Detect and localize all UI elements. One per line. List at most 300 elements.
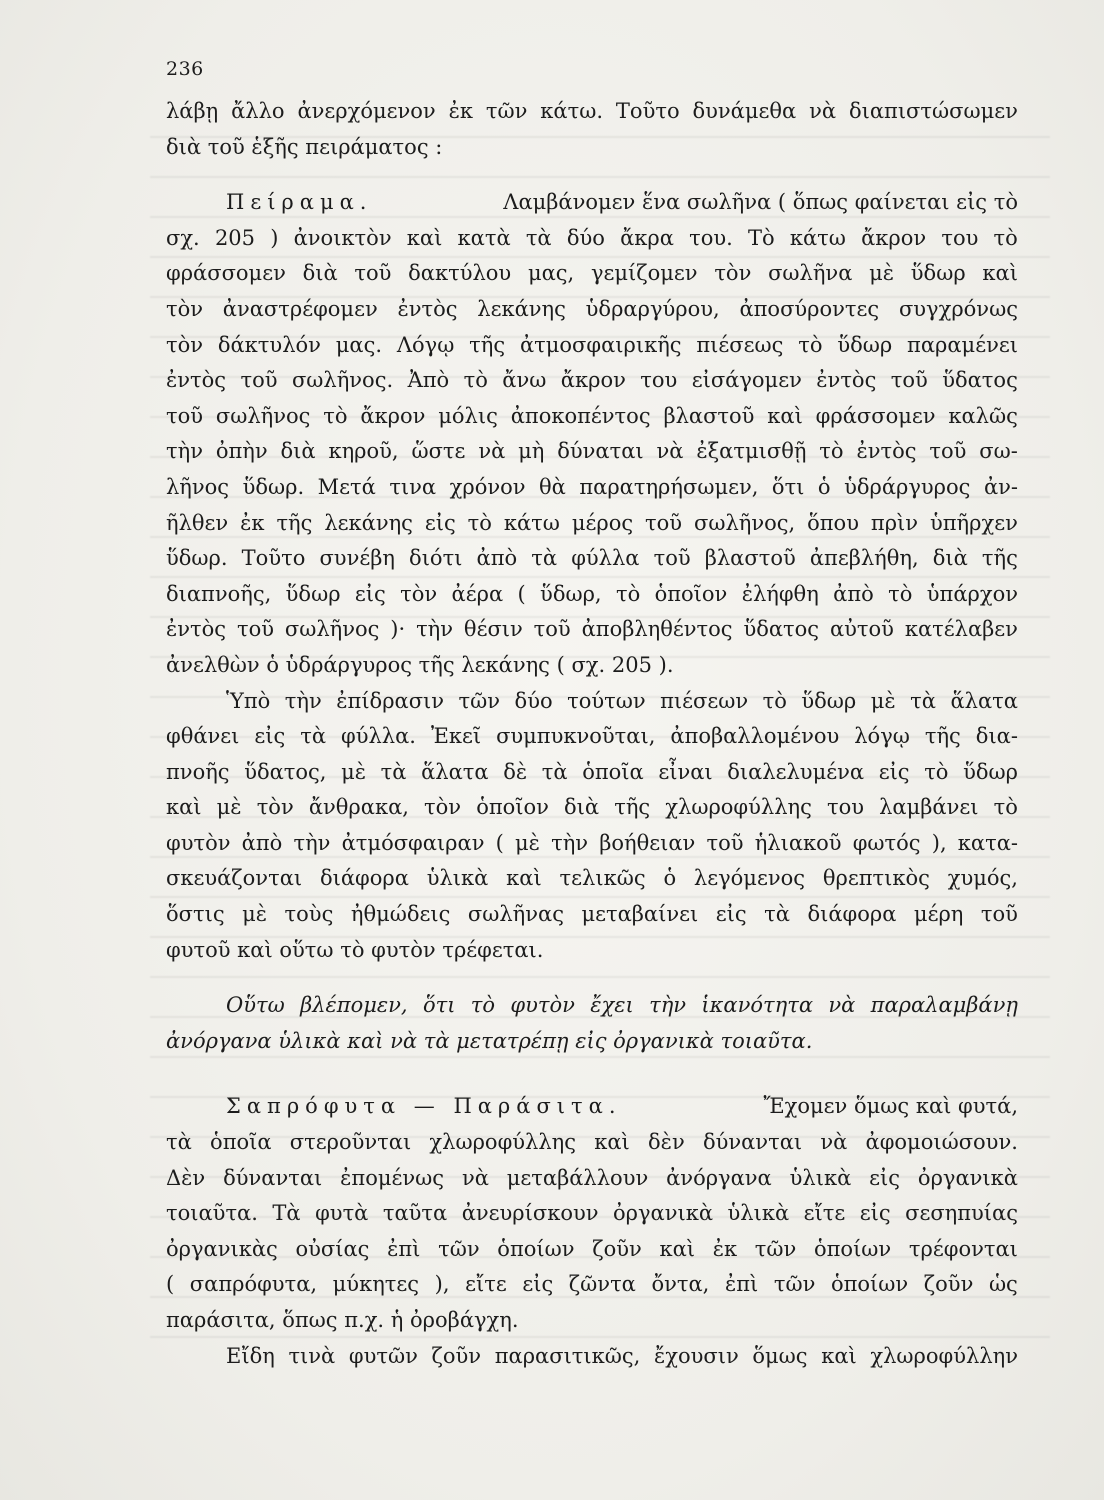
- word: ἐξατμισθῇ: [696, 439, 807, 464]
- word: σω-: [979, 439, 1018, 464]
- word: νὰ: [828, 993, 856, 1018]
- word: σωλῆνος: [215, 403, 311, 428]
- word: τοῦ: [706, 830, 744, 855]
- word: Εἴδη: [226, 1343, 275, 1368]
- word: τῶν: [773, 1272, 816, 1297]
- word: ὑλικὰ: [426, 866, 489, 891]
- word: ἀναστρέφομεν: [222, 296, 378, 321]
- word: τούτων: [567, 688, 646, 713]
- word: ὑπάρχον: [926, 581, 1018, 606]
- word: τὰ: [166, 1130, 192, 1155]
- word: τῶν: [458, 688, 501, 713]
- word: καὶ: [166, 795, 202, 820]
- word: βλαστοῦ: [663, 403, 755, 428]
- text-span: Λαμβάνομεν ἕνα σωλῆνα ( ὅπως φαίνεται εἰς τὸ: [503, 190, 1018, 215]
- word: βλαστοῦ: [704, 546, 796, 571]
- text-line: [166, 790, 1018, 826]
- word: δυνάμεθα: [692, 99, 797, 123]
- word: ἀπὸ: [241, 830, 283, 855]
- word: φθάνει: [166, 724, 240, 749]
- word: τὸ: [993, 795, 1018, 820]
- word: διάφορα: [807, 902, 897, 927]
- summary-line: [166, 988, 1018, 1024]
- text-line: [166, 1232, 1018, 1268]
- word: τοὺς: [284, 902, 334, 927]
- word: ὁποίων: [497, 1236, 575, 1261]
- text-line: [166, 363, 1018, 399]
- word: τῆς: [924, 724, 961, 749]
- word: τελικῶς: [559, 866, 646, 891]
- word: ὁποῖον: [476, 795, 549, 820]
- word: ἐντὸς: [166, 368, 227, 393]
- word: τὰ: [525, 225, 552, 250]
- word: μέρη: [913, 902, 964, 927]
- word: εἰς: [522, 1272, 554, 1297]
- experiment-heading: Πείραμα.: [226, 190, 373, 215]
- word: ὕδατος,: [244, 759, 327, 784]
- word: τοῦ: [653, 546, 691, 571]
- word: χυμός,: [947, 866, 1018, 891]
- word: καὶ: [982, 261, 1018, 286]
- word: σωλῆνας: [467, 902, 564, 927]
- word: μὴ: [518, 439, 545, 464]
- word: ὕδατος: [743, 617, 820, 642]
- text-line: [166, 1267, 1018, 1303]
- word: ἅλατα: [421, 759, 489, 784]
- word: τοῦ: [890, 368, 928, 393]
- word: ζοῦν: [923, 1272, 974, 1297]
- word: σωλῆνος,: [693, 510, 796, 535]
- text-line: [166, 221, 1018, 257]
- word: ζοῦν: [592, 1236, 642, 1261]
- text-line: [166, 684, 1018, 720]
- word: ἀτμοσφαιρικῆς: [519, 332, 682, 357]
- word: τὰ: [541, 759, 568, 784]
- word: μεταβαίνει: [581, 902, 699, 927]
- word: ἐπὶ: [724, 1272, 759, 1297]
- text-line: [166, 719, 1018, 755]
- word: διάφορα: [319, 866, 409, 891]
- word: κατὰ: [457, 225, 511, 250]
- word: διὰ: [280, 439, 316, 464]
- word: φράσσομεν: [815, 403, 936, 428]
- word: πιέσεων: [660, 688, 749, 713]
- word: εἰς: [715, 902, 747, 927]
- word: τοῦ: [980, 902, 1018, 927]
- word: καὶ: [406, 225, 443, 250]
- word: δὲ: [503, 759, 528, 784]
- word: ),: [931, 830, 947, 855]
- text-line: [166, 577, 1018, 613]
- word: πιέσεως: [696, 332, 784, 357]
- word: φυτὰ: [315, 1201, 369, 1226]
- word: τὸν: [256, 795, 294, 820]
- word: καὶ: [506, 866, 542, 891]
- word: 205: [214, 225, 256, 250]
- word: ὅτι: [771, 474, 805, 499]
- word: τὸ: [993, 225, 1018, 250]
- word: διαπιστώσωμεν: [848, 99, 1018, 123]
- word: φυτῶν: [348, 1343, 418, 1368]
- word: ἀποβληθέντος: [581, 617, 733, 642]
- word: τοῦ: [354, 261, 392, 286]
- word: ἀτμόσφαιραν: [341, 830, 485, 855]
- word: δύο: [566, 225, 605, 250]
- word: νὰ: [809, 99, 837, 123]
- word: ἡλιακοῦ: [754, 830, 842, 855]
- word: εἰς: [878, 759, 910, 784]
- text-line: διὰ τοῦ ἑξῆς πειράματος :: [166, 134, 443, 159]
- word: σωλῆνα: [768, 261, 853, 286]
- word: ὕδωρ: [910, 261, 966, 286]
- word: νὰ: [478, 439, 506, 464]
- word: δύνανται: [223, 1165, 323, 1190]
- word: οὐσίας: [295, 1236, 370, 1261]
- word: Τοῦτο: [241, 546, 306, 571]
- word: τῆς: [981, 546, 1018, 571]
- word: τὰ: [380, 759, 407, 784]
- text-line: φυτοῦ καὶ οὕτω τὸ φυτὸν τρέφεται.: [166, 937, 544, 962]
- word: ὁποίων: [830, 1272, 909, 1297]
- word: παρατηρήσωμεν,: [579, 474, 759, 499]
- word: βλέπομεν,: [300, 993, 408, 1018]
- text-line: [166, 256, 1018, 292]
- word: τὰ: [300, 724, 327, 749]
- word: ὁποῖα: [582, 759, 644, 784]
- word: ῆλθεν: [166, 510, 229, 535]
- word: εἰς: [859, 1201, 891, 1226]
- text-line: [166, 861, 1018, 897]
- word: τρέφονται: [908, 1236, 1018, 1261]
- word: ὅμως: [752, 1343, 808, 1368]
- word: ἀέρα: [451, 581, 504, 606]
- word: μέρος: [571, 510, 634, 535]
- word: ἐπομένως: [340, 1165, 445, 1190]
- word: νὰ: [656, 439, 684, 464]
- word: ὕδωρ: [285, 581, 341, 606]
- word: (: [166, 1272, 175, 1297]
- word: ἀποσύροντες: [739, 296, 880, 321]
- word: Μετά: [317, 474, 376, 499]
- word: ὕδωρ: [801, 688, 857, 713]
- word: λεγόμενος: [693, 866, 806, 891]
- word: ἀν-: [983, 474, 1018, 499]
- word: ὅτι: [422, 993, 456, 1018]
- word: ἅλατα: [950, 688, 1018, 713]
- word: γεμίζομεν: [590, 261, 698, 286]
- word: τῆς: [614, 795, 651, 820]
- word: ἄκρον: [861, 225, 927, 250]
- word: τοῦ: [645, 510, 683, 535]
- summary-line: ἀνόργανα ὑλικὰ καὶ νὰ τὰ μετατρέπῃ εἰς ὀργανικὰ τοιαῦτα.: [166, 1028, 813, 1053]
- word: (: [517, 581, 526, 606]
- word: ἀπεβλήθη,: [809, 546, 919, 571]
- word: Τὰ: [272, 1201, 301, 1226]
- word: Τὸ: [747, 225, 775, 250]
- text-line: [166, 612, 1018, 648]
- word: τὴν: [293, 830, 331, 855]
- word: σωλῆνος.: [291, 368, 394, 393]
- word: τὰ: [910, 688, 936, 713]
- word: τὰ: [764, 902, 790, 927]
- word: παραλαμβάνῃ: [870, 993, 1018, 1018]
- word: )·: [390, 617, 406, 642]
- word: ὁποῖον: [654, 581, 728, 606]
- word: ἀπὸ: [476, 546, 518, 571]
- word: (: [495, 830, 504, 855]
- word: φράσσομεν: [166, 261, 286, 286]
- word: χλωροφύλλης: [665, 795, 812, 820]
- word: ὁποῖα: [210, 1130, 272, 1155]
- word: Λόγῳ: [396, 332, 455, 357]
- word: παρασιτικῶς,: [494, 1343, 641, 1368]
- word: δάκτυλόν: [217, 332, 321, 357]
- word: τὸν: [424, 795, 462, 820]
- word: μας.: [335, 332, 383, 357]
- word: θέσιν: [463, 617, 523, 642]
- word: ὅπου: [807, 510, 859, 535]
- word: ζῶντα: [568, 1272, 636, 1297]
- word: ὁ: [817, 474, 831, 499]
- word: ἔχει: [590, 993, 634, 1018]
- word: τὴν: [284, 688, 322, 713]
- text-line: ἀνελθὼν ὁ ὑδράργυρος τῆς λεκάνης ( σχ. 205 ).: [166, 652, 674, 677]
- word: ὑδραργύρου,: [585, 296, 720, 321]
- word: τῶν: [438, 1236, 480, 1261]
- word: ἀποβαλλομένου: [670, 724, 840, 749]
- word: κάτω: [789, 225, 846, 250]
- word: τὸ: [819, 439, 844, 464]
- word: ὡς: [988, 1272, 1018, 1297]
- word: νὰ: [461, 1165, 489, 1190]
- word: ὕδωρ.: [166, 546, 228, 571]
- word: εἰς: [869, 1165, 901, 1190]
- page-number: 236: [166, 58, 204, 80]
- word: τὸν: [166, 296, 204, 321]
- word: καὶ: [767, 403, 803, 428]
- word: ὕδωρ.: [242, 474, 305, 499]
- word: σχ.: [166, 225, 200, 250]
- word: μὲ: [242, 902, 268, 927]
- word: χρόνον: [449, 474, 526, 499]
- word: ἀνόργανα: [666, 1165, 772, 1190]
- word: κατα-: [957, 830, 1018, 855]
- word: διὰ: [932, 546, 968, 571]
- word: εἰσάγομεν: [691, 368, 802, 393]
- word: του: [941, 225, 979, 250]
- word: τοῦ: [166, 403, 204, 428]
- word: μόλις: [438, 403, 498, 428]
- word: ἐπίδρασιν: [336, 688, 445, 713]
- text-line: παράσιτα, ὅπως π.χ. ἡ ὀροβάγχη.: [166, 1308, 519, 1332]
- text-span: Ἔχομεν ὅμως καὶ φυτά,: [763, 1094, 1018, 1119]
- word: μεταβάλλουν: [506, 1165, 649, 1190]
- word: τὴν: [649, 993, 687, 1018]
- word: συγχρόνως: [898, 296, 1018, 321]
- word: ἄνθρακα,: [308, 795, 409, 820]
- word: ἠθμώδεις: [350, 902, 451, 927]
- word: ἀποκοπέντος: [510, 403, 651, 428]
- word: τὸν: [400, 581, 438, 606]
- word: τὴν: [416, 617, 454, 642]
- word: εἰς: [254, 724, 286, 749]
- word: εἴτε: [803, 1201, 846, 1226]
- word: ὀργανικὰ: [917, 1165, 1018, 1190]
- word: φυτὸν: [510, 993, 575, 1018]
- text-line: [166, 1089, 1018, 1125]
- word: του: [826, 795, 865, 820]
- word: του.: [689, 225, 733, 250]
- word: ὕδωρ,: [540, 581, 602, 606]
- text-line: [166, 755, 1018, 791]
- text-line: [166, 185, 1018, 221]
- text-line: [166, 434, 1018, 470]
- word: μὲ: [869, 261, 895, 286]
- word: τινα: [389, 474, 437, 499]
- word: τὴν: [166, 439, 203, 464]
- word: του: [640, 368, 678, 393]
- word: τὸ: [323, 403, 348, 428]
- word: αὐτοῦ: [829, 617, 894, 642]
- word: Ἀπὸ: [407, 368, 450, 393]
- word: ἐντὸς: [397, 296, 458, 321]
- word: εἴτε: [465, 1272, 507, 1297]
- word: μας,: [527, 261, 575, 286]
- word: λαμβάνει: [879, 795, 979, 820]
- word: λῆνος: [166, 474, 230, 499]
- word: Οὕτω: [226, 993, 285, 1018]
- word: κατέλαβεν: [904, 617, 1018, 642]
- word: εἰς: [424, 510, 456, 535]
- text-line: [166, 506, 1018, 542]
- word: τὴν: [551, 830, 589, 855]
- word: νὰ: [820, 1130, 848, 1155]
- text-line: [166, 292, 1018, 328]
- word: ἐκ: [240, 510, 265, 535]
- word: πρὶν: [870, 510, 919, 535]
- saprophytes-heading: Σαπρόφυτα — Παράσιτα.: [226, 1094, 622, 1119]
- word: θὰ: [539, 474, 566, 499]
- word: τῆς: [469, 332, 506, 357]
- word: κάτω.: [540, 99, 604, 123]
- word: κάτω: [503, 510, 560, 535]
- word: ἐντὸς: [816, 368, 877, 393]
- word: καὶ: [659, 1236, 695, 1261]
- word: τὸ: [924, 759, 949, 784]
- text-line: [166, 94, 1018, 130]
- word: σωλῆνος: [284, 617, 380, 642]
- word: δύνανται: [702, 1130, 803, 1155]
- text-line: [166, 826, 1018, 862]
- word: λάβῃ: [166, 99, 219, 123]
- word: ὀπὴν: [215, 439, 268, 464]
- word: τῆς: [276, 510, 313, 535]
- word: ὄντα,: [651, 1272, 710, 1297]
- word: ἄκρον: [560, 368, 626, 393]
- word: ὕδωρ: [963, 759, 1018, 784]
- word: λεκάνης: [477, 296, 566, 321]
- word: ),: [434, 1272, 450, 1297]
- word: εἶναι: [658, 759, 713, 784]
- word: τὸ: [470, 993, 496, 1018]
- word: ὕδατος: [942, 368, 1018, 393]
- word: ἀπὸ: [833, 581, 874, 606]
- word: τὸ: [615, 581, 641, 606]
- word: μὲ: [870, 688, 896, 713]
- word: βοήθειαν: [599, 830, 696, 855]
- word: χλωροφύλλην: [870, 1343, 1018, 1368]
- word: ὕδωρ: [837, 332, 893, 357]
- word: στεροῦνται: [289, 1130, 412, 1155]
- word: συνέβη: [319, 546, 395, 571]
- word: καὶ: [594, 1130, 630, 1155]
- word: εἰς: [354, 581, 386, 606]
- word: διότι: [409, 546, 463, 571]
- word: ἀνευρίσκουν: [461, 1201, 599, 1226]
- word: τὸν: [714, 261, 752, 286]
- word: τῶν: [754, 1236, 797, 1261]
- word: ὑπῆρχεν: [929, 510, 1018, 535]
- word: ἐκ: [712, 1236, 738, 1261]
- word: διαπνοῆς,: [166, 581, 272, 606]
- word: ὑλικὰ: [789, 1165, 852, 1190]
- text-line: [166, 1161, 1018, 1197]
- word: θρεπτικὸς: [822, 866, 930, 891]
- word: δακτύλου: [408, 261, 512, 286]
- word: ἐντὸς: [856, 439, 917, 464]
- word: δύναται: [557, 439, 644, 464]
- word: ὑδράργυρος: [844, 474, 971, 499]
- word: τοῦ: [240, 368, 278, 393]
- word: χλωροφύλλης: [429, 1130, 577, 1155]
- word: ὁ: [663, 866, 677, 891]
- text-line: [166, 328, 1018, 364]
- word: κηροῦ,: [328, 439, 399, 464]
- word: ὥστε: [411, 439, 466, 464]
- word: δια-: [975, 724, 1018, 749]
- word: τὸ: [888, 581, 913, 606]
- word: συμπυκνοῦται,: [496, 724, 656, 749]
- word: τοῦ: [929, 439, 967, 464]
- text-line: [166, 541, 1018, 577]
- word: Τοῦτο: [615, 99, 680, 123]
- word: ἀνοικτὸν: [293, 225, 392, 250]
- word: Δὲν: [166, 1165, 206, 1190]
- word: τὰ: [531, 546, 558, 571]
- word: τῶν: [485, 99, 528, 123]
- word: ἔχουσιν: [653, 1343, 739, 1368]
- word: δὲν: [648, 1130, 685, 1155]
- word: ἐντὸς: [166, 617, 227, 642]
- word: τινὰ: [288, 1343, 336, 1368]
- word: μύκητες: [332, 1272, 420, 1297]
- text-line: [166, 897, 1018, 933]
- word: ὀργανικὰς: [166, 1236, 278, 1261]
- text-line: [166, 1125, 1018, 1161]
- word: ἄκρα: [620, 225, 674, 250]
- word: λεκάνης: [324, 510, 413, 535]
- word: ζοῦν: [431, 1343, 482, 1368]
- text-line: [166, 470, 1018, 506]
- text-line: [166, 1196, 1018, 1232]
- word: μὲ: [216, 795, 242, 820]
- word: τὸ: [762, 688, 787, 713]
- word: Ὑπὸ: [226, 688, 271, 713]
- word: φυτὸν: [166, 830, 231, 855]
- word: ἀνερχόμενον: [297, 99, 436, 123]
- word: καὶ: [821, 1343, 857, 1368]
- word: καλῶς: [948, 403, 1018, 428]
